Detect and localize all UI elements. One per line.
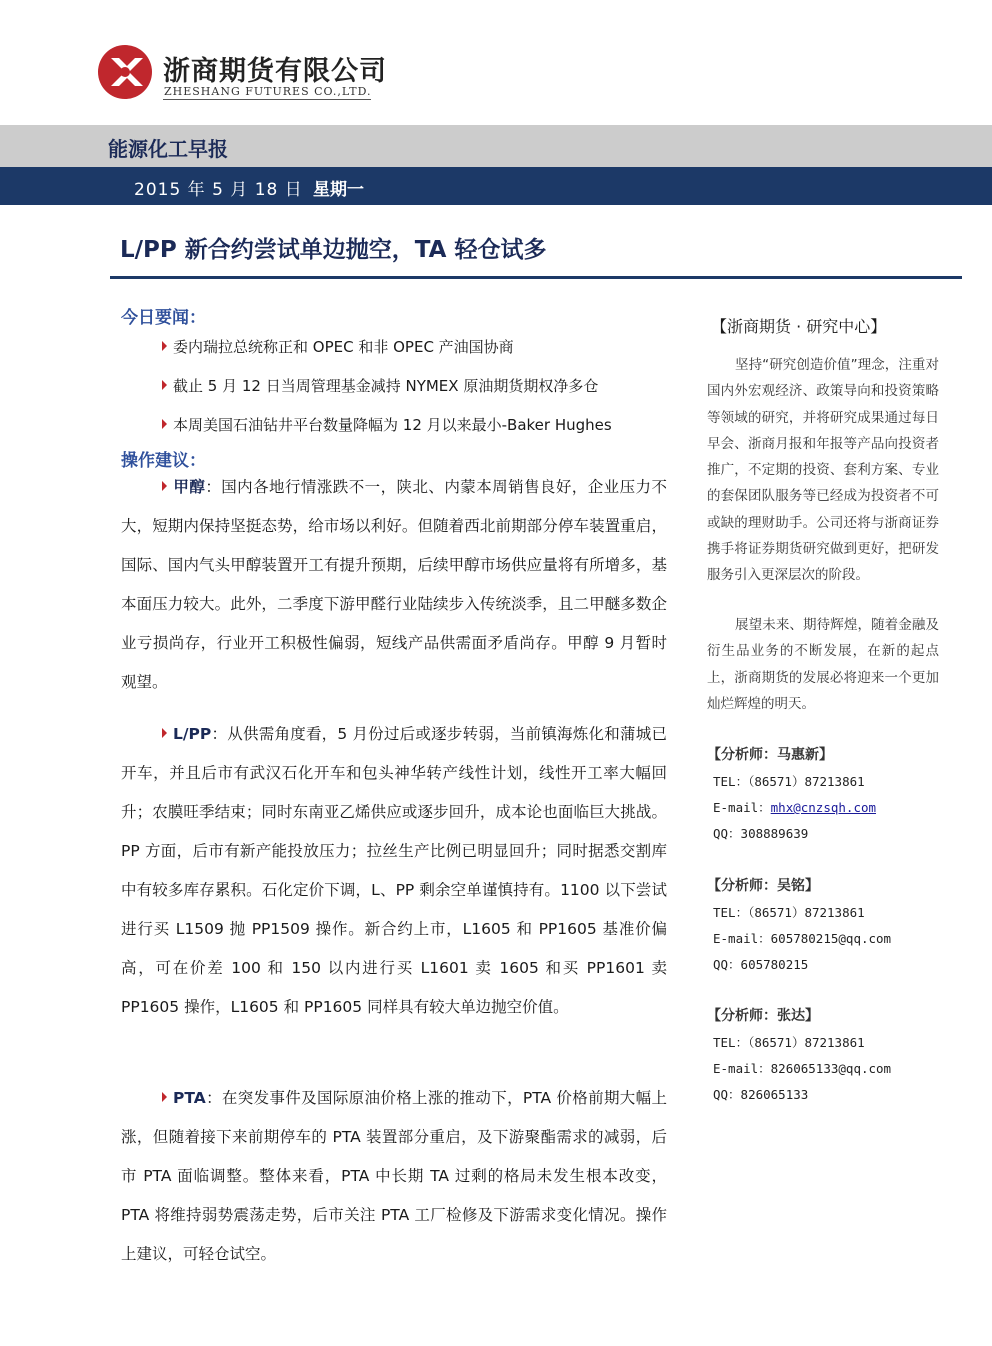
divider [163,99,371,100]
advice-paragraph-pta [121,1079,667,1274]
bullet-arrow-icon [162,341,167,351]
product-name: 甲醇 [173,478,206,496]
analyst-qq: QQ：826065133 [713,1087,809,1102]
news-item [162,375,598,396]
company-name-en: ZHESHANG FUTURES CO.,LTD. [164,85,372,98]
paragraph-text: 在突发事件及国际原油价格上涨的推动下，PTA 价格前期大幅上涨，但随着接下来前期停车的 PTA 装置部分重启，及下游聚酯需求的减弱，后市 PTA 面临调整。整体来看，PTA 中长期 TA 过剩的格局未发生根本改变，PTA 将维持弱势震荡走势，后市关注 PTA 工厂检修及下游需求变化情况。操作上建议，可轻仓试空。 [121,1089,667,1263]
sidebar-intro: 坚持“研究创造价值”理念，注重对国内外宏观经济、政策导向和投资策略等领域的研究，并将研究成果通过每日早会、浙商月报和年报等产品向投资者推广，不定期的投资、套利方案、专业的套保团队服务等已经成为投资者不可或缺的理财助手。公司还将与浙商证券携手将证券期货研究做到更好，把研发服务引入更深层次的阶段。 [707,357,939,584]
company-logo-icon [97,44,153,100]
report-weekday: 星期一 [313,180,364,200]
analyst-email: 826065133@qq.com [770,1061,892,1076]
analyst-qq: QQ：605780215 [713,957,809,972]
paragraph-text: 从供需角度看，5 月份过后或逐步转弱，当前镇海炼化和蒲城已开车，并且后市有武汉石化开车和包头神华转产线性计划，线性开工率大幅回升；农膜旺季结束；同时东南亚乙烯供应或逐步回升，成本论也面临巨大挑战。PP 方面，后市有新产能投放压力；拉丝生产比例已明显回升；同时据悉交割库中有较多库存累积。石化定价下调，L、PP 剩余空单谨慎持有。1100 以下尝试进行买 L1509 抛 PP1509 操作。新合约上市，L1605 和 PP1605 基准价偏高，可在价差 100 和 150 以内进行买 L1601 卖 1605 和买 PP1601 卖 PP1605 操作，L1605 和 PP1605 同样具有较大单边抛空价值。 [121,725,667,1016]
analyst-tel: TEL：（86571）87213861 [713,905,865,920]
analyst-email-row [713,1059,891,1077]
separator: ： [211,725,228,743]
date-bar [0,167,992,205]
analyst-email-row [713,929,891,947]
divider [110,276,962,279]
news-item-text: 本周美国石油钻井平台数量降幅为 12 月以来最小-Baker Hughes [173,416,612,434]
separator: ： [205,1089,222,1107]
bullet-arrow-icon [162,728,167,738]
analyst-tel: TEL：（86571）87213861 [713,1035,865,1050]
advice-paragraph-lpp [121,715,667,1027]
separator: ： [205,478,222,496]
page-header [0,0,992,125]
analyst-tel: TEL：（86571）87213861 [713,774,865,789]
analyst-email-row [713,798,876,816]
news-heading: 今日要闻： [121,308,206,328]
product-name: PTA [173,1089,206,1107]
news-item-text: 截止 5 月 12 日当周管理基金减持 NYMEX 原油期货期权净多仓 [173,377,599,395]
report-type-bar [0,125,992,167]
sidebar-title: 【浙商期货 · 研究中心】 [711,317,887,336]
bullet-arrow-icon [162,481,167,491]
analyst-email-link[interactable]: mhx@cnzsqh.com [770,800,877,815]
news-item [162,414,612,435]
product-name: L/PP [173,725,212,743]
bullet-arrow-icon [162,419,167,429]
analyst-name: 【分析师：吴铭】 [707,878,819,894]
email-label: E-mail： [713,931,771,946]
analyst-name: 【分析师：马惠新】 [707,747,833,763]
advice-paragraph-methanol [121,468,667,702]
email-label: E-mail： [713,1061,771,1076]
analyst-qq: QQ：308889639 [713,826,809,841]
bullet-arrow-icon [162,1092,167,1102]
news-item-text: 委内瑞拉总统称正和 OPEC 和非 OPEC 产油国协商 [173,338,514,356]
bullet-arrow-icon [162,380,167,390]
report-date: 2015 年 5 月 18 日 [134,180,303,200]
analyst-email: 605780215@qq.com [770,931,892,946]
paragraph-text: 国内各地行情涨跌不一，陕北、内蒙本周销售良好，企业压力不大，短期内保持坚挺态势，给市场以利好。但随着西北前期部分停车装置重启，国际、国内气头甲醇装置开工有提升预期，后续甲醇市场供应量将有所增多，基本面压力较大。此外，二季度下游甲醛行业陆续步入传统淡季，且二甲醚多数企业亏损尚存，行业开工积极性偏弱，短线产品供需面矛盾尚存。甲醇 9 月暂时观望。 [121,478,667,691]
email-label: E-mail： [713,800,771,815]
advice-heading: 操作建议： [121,451,206,471]
news-item [162,336,514,357]
report-headline: L/PP 新合约尝试单边抛空，TA 轻仓试多 [120,237,547,263]
analyst-name: 【分析师：张达】 [707,1008,819,1024]
sidebar-outlook: 展望未来、期待辉煌，随着金融及衍生品业务的不断发展，在新的起点上，浙商期货的发展必将迎来一个更加灿烂辉煌的明天。 [707,617,939,712]
company-name-cn: 浙商期货有限公司 [163,56,387,87]
report-type: 能源化工早报 [108,137,228,161]
